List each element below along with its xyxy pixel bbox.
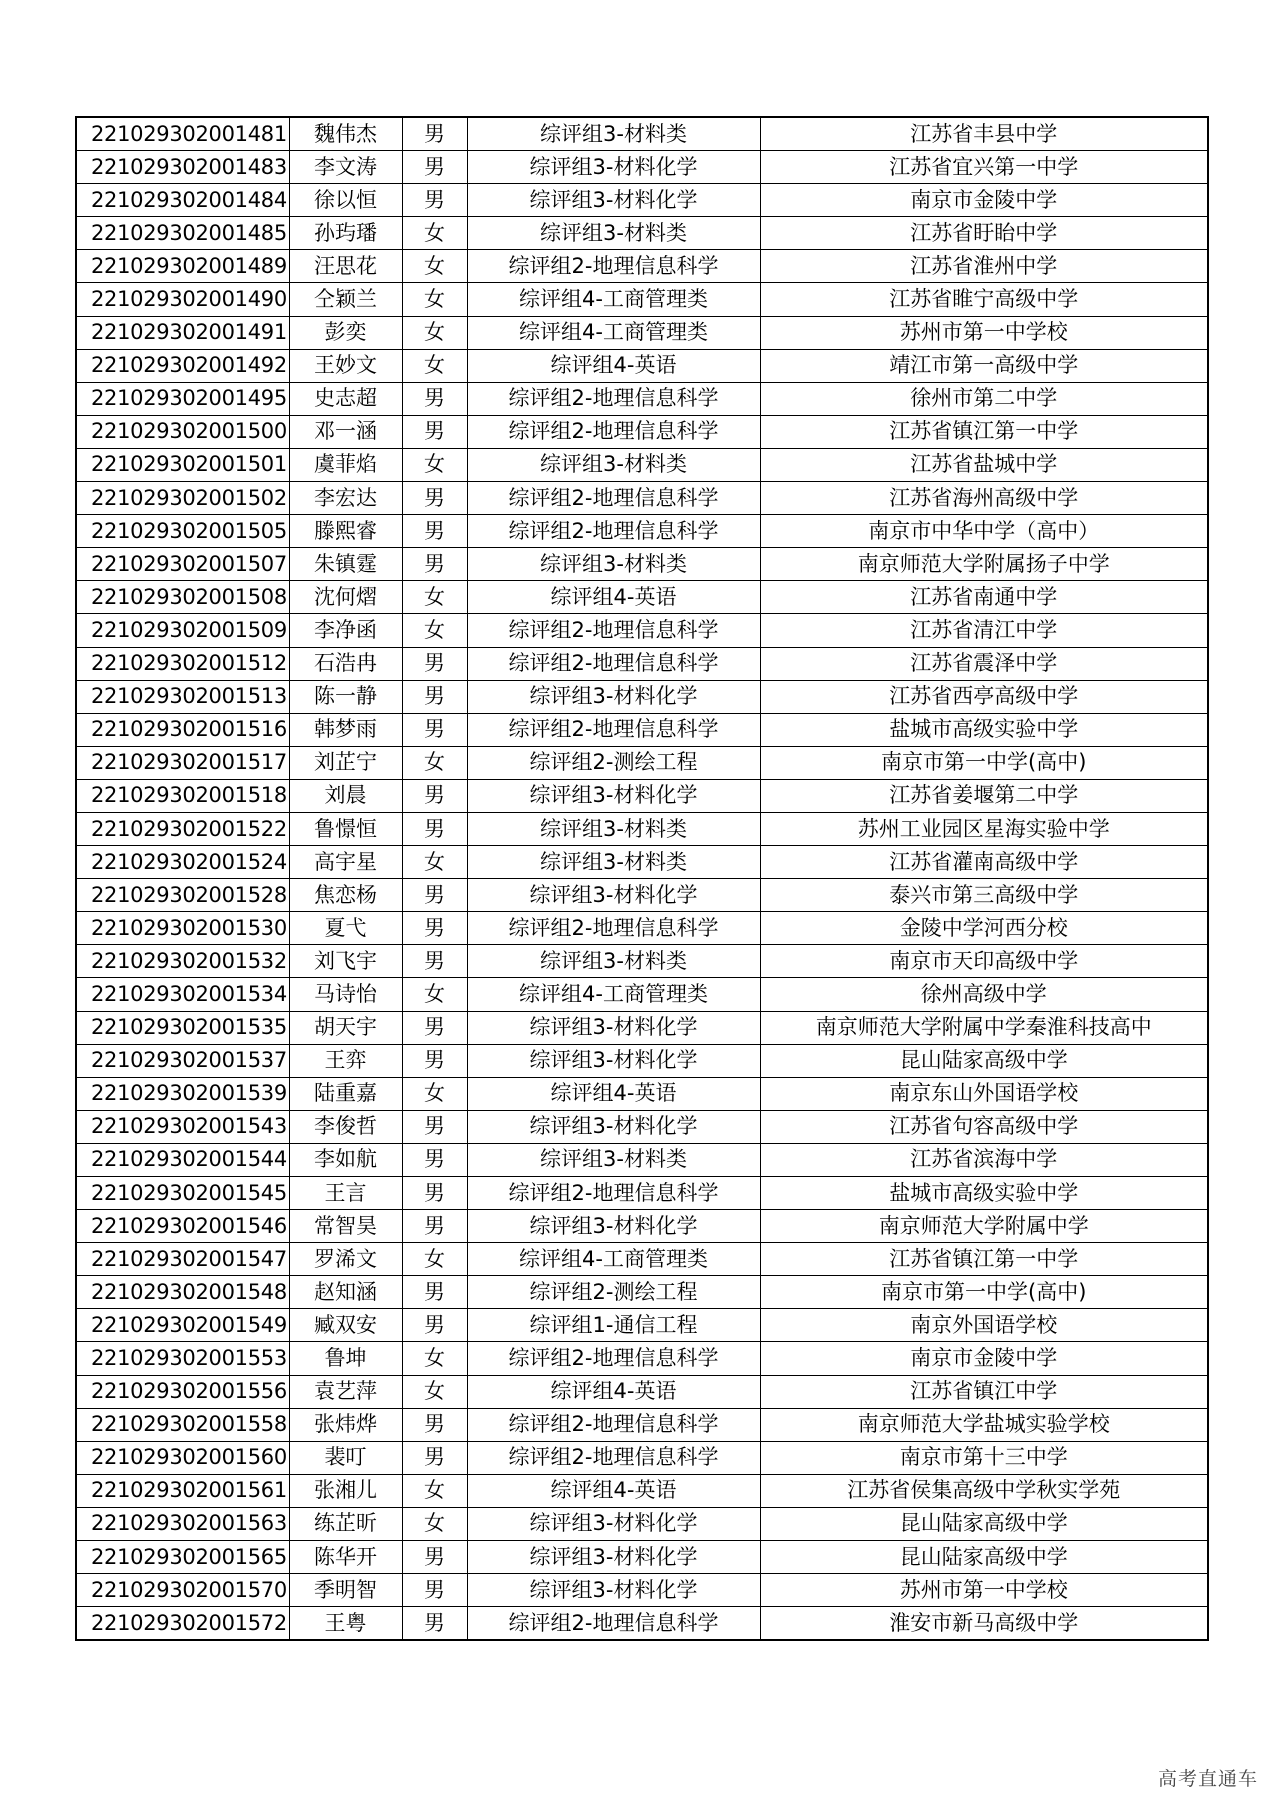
- major-group-cell: 综评组2-地理信息科学: [467, 1441, 760, 1474]
- major-group-cell: 综评组3-材料类: [467, 945, 760, 978]
- school-cell: 金陵中学河西分校: [760, 912, 1208, 945]
- major-group-cell: 综评组3-材料类: [467, 846, 760, 879]
- student-name-cell: 鲁憬恒: [289, 812, 402, 845]
- roster-body: [76, 117, 1208, 1640]
- student-name-cell: 袁艺萍: [289, 1375, 402, 1408]
- table-row: [76, 779, 1208, 812]
- school-cell: 南京市第一中学(高中): [760, 1276, 1208, 1309]
- student-name-cell: 张湘儿: [289, 1474, 402, 1507]
- table-row: [76, 1474, 1208, 1507]
- table-row: [76, 1607, 1208, 1641]
- exam-number-cell: 221029302001530: [76, 912, 289, 945]
- major-group-cell: 综评组4-工商管理类: [467, 316, 760, 349]
- student-name-cell: 石浩冉: [289, 647, 402, 680]
- major-group-cell: 综评组2-测绘工程: [467, 1276, 760, 1309]
- exam-number-cell: 221029302001517: [76, 746, 289, 779]
- exam-number-cell: 221029302001500: [76, 415, 289, 448]
- major-group-cell: 综评组3-材料化学: [467, 184, 760, 217]
- exam-number-cell: 221029302001532: [76, 945, 289, 978]
- table-row: [76, 1276, 1208, 1309]
- table-row: [76, 1143, 1208, 1176]
- school-cell: 江苏省震泽中学: [760, 647, 1208, 680]
- major-group-cell: 综评组2-地理信息科学: [467, 515, 760, 548]
- major-group-cell: 综评组4-工商管理类: [467, 1243, 760, 1276]
- table-row: [76, 548, 1208, 581]
- school-cell: 南京市金陵中学: [760, 184, 1208, 217]
- exam-number-cell: 221029302001563: [76, 1507, 289, 1540]
- exam-number-cell: 221029302001570: [76, 1574, 289, 1607]
- gender-cell: 男: [402, 117, 467, 151]
- exam-number-cell: 221029302001512: [76, 647, 289, 680]
- student-name-cell: 韩梦雨: [289, 713, 402, 746]
- table-row: [76, 1309, 1208, 1342]
- exam-number-cell: 221029302001545: [76, 1177, 289, 1210]
- table-row: [76, 1077, 1208, 1110]
- gender-cell: 女: [402, 1077, 467, 1110]
- table-row: [76, 1574, 1208, 1607]
- major-group-cell: 综评组2-地理信息科学: [467, 382, 760, 415]
- school-cell: 南京师范大学附属中学秦淮科技高中: [760, 1011, 1208, 1044]
- student-name-cell: 胡天宇: [289, 1011, 402, 1044]
- gender-cell: 男: [402, 1011, 467, 1044]
- school-cell: 南京市金陵中学: [760, 1342, 1208, 1375]
- gender-cell: 女: [402, 614, 467, 647]
- student-name-cell: 焦恋杨: [289, 879, 402, 912]
- school-cell: 江苏省丰县中学: [760, 117, 1208, 151]
- major-group-cell: 综评组3-材料化学: [467, 1541, 760, 1574]
- student-name-cell: 李文涛: [289, 151, 402, 184]
- major-group-cell: 综评组3-材料化学: [467, 151, 760, 184]
- school-cell: 南京外国语学校: [760, 1309, 1208, 1342]
- exam-number-cell: 221029302001481: [76, 117, 289, 151]
- exam-number-cell: 221029302001539: [76, 1077, 289, 1110]
- school-cell: 南京市第十三中学: [760, 1441, 1208, 1474]
- gender-cell: 男: [402, 945, 467, 978]
- exam-number-cell: 221029302001507: [76, 548, 289, 581]
- table-row: [76, 316, 1208, 349]
- school-cell: 江苏省盐城中学: [760, 448, 1208, 481]
- gender-cell: 男: [402, 1441, 467, 1474]
- table-row: [76, 217, 1208, 250]
- gender-cell: 女: [402, 283, 467, 316]
- school-cell: 徐州市第二中学: [760, 382, 1208, 415]
- gender-cell: 女: [402, 581, 467, 614]
- table-row: [76, 1507, 1208, 1540]
- gender-cell: 男: [402, 1210, 467, 1243]
- student-name-cell: 虞菲焰: [289, 448, 402, 481]
- exam-number-cell: 221029302001508: [76, 581, 289, 614]
- school-cell: 苏州市第一中学校: [760, 1574, 1208, 1607]
- exam-number-cell: 221029302001492: [76, 349, 289, 382]
- school-cell: 盐城市高级实验中学: [760, 1177, 1208, 1210]
- exam-number-cell: 221029302001522: [76, 812, 289, 845]
- exam-number-cell: 221029302001558: [76, 1408, 289, 1441]
- gender-cell: 女: [402, 846, 467, 879]
- gender-cell: 男: [402, 647, 467, 680]
- gender-cell: 女: [402, 978, 467, 1011]
- table-row: [76, 912, 1208, 945]
- exam-number-cell: 221029302001502: [76, 482, 289, 515]
- major-group-cell: 综评组2-测绘工程: [467, 746, 760, 779]
- school-cell: 江苏省睢宁高级中学: [760, 283, 1208, 316]
- table-row: [76, 250, 1208, 283]
- student-name-cell: 臧双安: [289, 1309, 402, 1342]
- table-row: [76, 945, 1208, 978]
- table-row: [76, 1541, 1208, 1574]
- exam-number-cell: 221029302001483: [76, 151, 289, 184]
- major-group-cell: 综评组2-地理信息科学: [467, 482, 760, 515]
- table-row: [76, 746, 1208, 779]
- student-name-cell: 王妙文: [289, 349, 402, 382]
- school-cell: 南京师范大学附属中学: [760, 1210, 1208, 1243]
- student-name-cell: 魏伟杰: [289, 117, 402, 151]
- major-group-cell: 综评组4-英语: [467, 349, 760, 382]
- school-cell: 昆山陆家高级中学: [760, 1507, 1208, 1540]
- student-name-cell: 孙玙璠: [289, 217, 402, 250]
- table-row: [76, 1044, 1208, 1077]
- school-cell: 泰兴市第三高级中学: [760, 879, 1208, 912]
- school-cell: 江苏省镇江第一中学: [760, 415, 1208, 448]
- school-cell: 江苏省海州高级中学: [760, 482, 1208, 515]
- table-row: [76, 713, 1208, 746]
- exam-number-cell: 221029302001509: [76, 614, 289, 647]
- table-row: [76, 448, 1208, 481]
- exam-number-cell: 221029302001561: [76, 1474, 289, 1507]
- gender-cell: 男: [402, 1574, 467, 1607]
- student-name-cell: 朱镇霆: [289, 548, 402, 581]
- school-cell: 江苏省滨海中学: [760, 1143, 1208, 1176]
- school-cell: 南京市第一中学(高中): [760, 746, 1208, 779]
- exam-number-cell: 221029302001556: [76, 1375, 289, 1408]
- gender-cell: 女: [402, 1507, 467, 1540]
- major-group-cell: 综评组3-材料类: [467, 448, 760, 481]
- school-cell: 盐城市高级实验中学: [760, 713, 1208, 746]
- student-name-cell: 裴叮: [289, 1441, 402, 1474]
- table-row: [76, 415, 1208, 448]
- gender-cell: 女: [402, 1474, 467, 1507]
- table-row: [76, 978, 1208, 1011]
- gender-cell: 男: [402, 1044, 467, 1077]
- student-name-cell: 王言: [289, 1177, 402, 1210]
- major-group-cell: 综评组2-地理信息科学: [467, 250, 760, 283]
- major-group-cell: 综评组3-材料化学: [467, 680, 760, 713]
- exam-number-cell: 221029302001572: [76, 1607, 289, 1641]
- gender-cell: 男: [402, 779, 467, 812]
- table-row: [76, 283, 1208, 316]
- major-group-cell: 综评组3-材料化学: [467, 1574, 760, 1607]
- major-group-cell: 综评组3-材料类: [467, 1143, 760, 1176]
- student-name-cell: 邓一涵: [289, 415, 402, 448]
- table-row: [76, 879, 1208, 912]
- gender-cell: 男: [402, 1607, 467, 1641]
- student-name-cell: 史志超: [289, 382, 402, 415]
- student-name-cell: 张炜烨: [289, 1408, 402, 1441]
- student-name-cell: 陈华开: [289, 1541, 402, 1574]
- gender-cell: 女: [402, 316, 467, 349]
- major-group-cell: 综评组3-材料化学: [467, 779, 760, 812]
- major-group-cell: 综评组4-英语: [467, 1375, 760, 1408]
- student-name-cell: 赵知涵: [289, 1276, 402, 1309]
- table-row: [76, 117, 1208, 151]
- student-name-cell: 刘晨: [289, 779, 402, 812]
- major-group-cell: 综评组2-地理信息科学: [467, 1342, 760, 1375]
- exam-number-cell: 221029302001548: [76, 1276, 289, 1309]
- exam-number-cell: 221029302001501: [76, 448, 289, 481]
- student-name-cell: 夏弋: [289, 912, 402, 945]
- table-row: [76, 812, 1208, 845]
- table-row: [76, 614, 1208, 647]
- major-group-cell: 综评组2-地理信息科学: [467, 647, 760, 680]
- exam-number-cell: 221029302001491: [76, 316, 289, 349]
- gender-cell: 男: [402, 1408, 467, 1441]
- major-group-cell: 综评组2-地理信息科学: [467, 713, 760, 746]
- gender-cell: 男: [402, 1177, 467, 1210]
- school-cell: 苏州市第一中学校: [760, 316, 1208, 349]
- exam-number-cell: 221029302001484: [76, 184, 289, 217]
- exam-number-cell: 221029302001549: [76, 1309, 289, 1342]
- exam-number-cell: 221029302001560: [76, 1441, 289, 1474]
- major-group-cell: 综评组2-地理信息科学: [467, 912, 760, 945]
- gender-cell: 女: [402, 250, 467, 283]
- major-group-cell: 综评组2-地理信息科学: [467, 415, 760, 448]
- gender-cell: 男: [402, 184, 467, 217]
- major-group-cell: 综评组2-地理信息科学: [467, 614, 760, 647]
- major-group-cell: 综评组3-材料化学: [467, 1210, 760, 1243]
- source-watermark: 高考直通车: [1157, 1768, 1258, 1790]
- student-name-cell: 陆重嘉: [289, 1077, 402, 1110]
- school-cell: 南京师范大学盐城实验学校: [760, 1408, 1208, 1441]
- school-cell: 南京市天印高级中学: [760, 945, 1208, 978]
- gender-cell: 男: [402, 151, 467, 184]
- school-cell: 江苏省南通中学: [760, 581, 1208, 614]
- student-name-cell: 马诗怡: [289, 978, 402, 1011]
- gender-cell: 男: [402, 1541, 467, 1574]
- major-group-cell: 综评组3-材料类: [467, 812, 760, 845]
- school-cell: 江苏省镇江中学: [760, 1375, 1208, 1408]
- student-name-cell: 沈何熠: [289, 581, 402, 614]
- gender-cell: 男: [402, 1309, 467, 1342]
- major-group-cell: 综评组1-通信工程: [467, 1309, 760, 1342]
- student-name-cell: 王弈: [289, 1044, 402, 1077]
- table-row: [76, 581, 1208, 614]
- school-cell: 江苏省淮州中学: [760, 250, 1208, 283]
- table-row: [76, 151, 1208, 184]
- exam-number-cell: 221029302001535: [76, 1011, 289, 1044]
- table-row: [76, 1342, 1208, 1375]
- table-row: [76, 647, 1208, 680]
- school-cell: 徐州高级中学: [760, 978, 1208, 1011]
- student-name-cell: 李俊哲: [289, 1110, 402, 1143]
- school-cell: 淮安市新马高级中学: [760, 1607, 1208, 1641]
- gender-cell: 女: [402, 1342, 467, 1375]
- table-row: [76, 515, 1208, 548]
- table-row: [76, 1441, 1208, 1474]
- student-name-cell: 刘飞宇: [289, 945, 402, 978]
- major-group-cell: 综评组2-地理信息科学: [467, 1408, 760, 1441]
- major-group-cell: 综评组2-地理信息科学: [467, 1177, 760, 1210]
- student-name-cell: 李如航: [289, 1143, 402, 1176]
- gender-cell: 男: [402, 912, 467, 945]
- school-cell: 江苏省句容高级中学: [760, 1110, 1208, 1143]
- student-name-cell: 滕熙睿: [289, 515, 402, 548]
- student-name-cell: 徐以恒: [289, 184, 402, 217]
- gender-cell: 女: [402, 1243, 467, 1276]
- table-row: [76, 1177, 1208, 1210]
- gender-cell: 男: [402, 1143, 467, 1176]
- exam-number-cell: 221029302001490: [76, 283, 289, 316]
- gender-cell: 女: [402, 1375, 467, 1408]
- exam-number-cell: 221029302001518: [76, 779, 289, 812]
- student-name-cell: 汪思花: [289, 250, 402, 283]
- school-cell: 昆山陆家高级中学: [760, 1044, 1208, 1077]
- exam-number-cell: 221029302001537: [76, 1044, 289, 1077]
- gender-cell: 女: [402, 217, 467, 250]
- gender-cell: 女: [402, 746, 467, 779]
- student-name-cell: 练芷昕: [289, 1507, 402, 1540]
- table-row: [76, 1375, 1208, 1408]
- school-cell: 江苏省姜堰第二中学: [760, 779, 1208, 812]
- exam-number-cell: 221029302001534: [76, 978, 289, 1011]
- exam-number-cell: 221029302001513: [76, 680, 289, 713]
- student-name-cell: 常智昊: [289, 1210, 402, 1243]
- table-row: [76, 846, 1208, 879]
- gender-cell: 男: [402, 680, 467, 713]
- gender-cell: 女: [402, 448, 467, 481]
- student-name-cell: 高宇星: [289, 846, 402, 879]
- exam-number-cell: 221029302001565: [76, 1541, 289, 1574]
- student-name-cell: 刘芷宁: [289, 746, 402, 779]
- exam-number-cell: 221029302001505: [76, 515, 289, 548]
- school-cell: 江苏省盱眙中学: [760, 217, 1208, 250]
- school-cell: 苏州工业园区星海实验中学: [760, 812, 1208, 845]
- exam-number-cell: 221029302001547: [76, 1243, 289, 1276]
- admission-roster-table: [75, 116, 1209, 1641]
- exam-number-cell: 221029302001524: [76, 846, 289, 879]
- student-name-cell: 李宏达: [289, 482, 402, 515]
- major-group-cell: 综评组4-英语: [467, 581, 760, 614]
- school-cell: 江苏省镇江第一中学: [760, 1243, 1208, 1276]
- gender-cell: 男: [402, 515, 467, 548]
- student-name-cell: 仝颖兰: [289, 283, 402, 316]
- gender-cell: 男: [402, 713, 467, 746]
- school-cell: 南京市中华中学（高中）: [760, 515, 1208, 548]
- student-name-cell: 王粤: [289, 1607, 402, 1641]
- gender-cell: 男: [402, 812, 467, 845]
- gender-cell: 女: [402, 349, 467, 382]
- school-cell: 江苏省灌南高级中学: [760, 846, 1208, 879]
- table-row: [76, 1243, 1208, 1276]
- school-cell: 江苏省宜兴第一中学: [760, 151, 1208, 184]
- table-row: [76, 482, 1208, 515]
- school-cell: 江苏省侯集高级中学秋实学苑: [760, 1474, 1208, 1507]
- school-cell: 江苏省清江中学: [760, 614, 1208, 647]
- exam-number-cell: 221029302001516: [76, 713, 289, 746]
- exam-number-cell: 221029302001495: [76, 382, 289, 415]
- school-cell: 昆山陆家高级中学: [760, 1541, 1208, 1574]
- table-row: [76, 382, 1208, 415]
- exam-number-cell: 221029302001553: [76, 1342, 289, 1375]
- school-cell: 南京东山外国语学校: [760, 1077, 1208, 1110]
- exam-number-cell: 221029302001544: [76, 1143, 289, 1176]
- table-row: [76, 1011, 1208, 1044]
- table-row: [76, 680, 1208, 713]
- table-row: [76, 1408, 1208, 1441]
- major-group-cell: 综评组3-材料化学: [467, 879, 760, 912]
- exam-number-cell: 221029302001543: [76, 1110, 289, 1143]
- exam-number-cell: 221029302001546: [76, 1210, 289, 1243]
- major-group-cell: 综评组3-材料类: [467, 548, 760, 581]
- gender-cell: 男: [402, 548, 467, 581]
- major-group-cell: 综评组4-英语: [467, 1474, 760, 1507]
- exam-number-cell: 221029302001528: [76, 879, 289, 912]
- gender-cell: 男: [402, 1110, 467, 1143]
- school-cell: 靖江市第一高级中学: [760, 349, 1208, 382]
- exam-number-cell: 221029302001485: [76, 217, 289, 250]
- student-name-cell: 鲁坤: [289, 1342, 402, 1375]
- gender-cell: 男: [402, 1276, 467, 1309]
- major-group-cell: 综评组3-材料类: [467, 117, 760, 151]
- major-group-cell: 综评组3-材料化学: [467, 1044, 760, 1077]
- gender-cell: 男: [402, 415, 467, 448]
- gender-cell: 男: [402, 879, 467, 912]
- student-name-cell: 罗浠文: [289, 1243, 402, 1276]
- major-group-cell: 综评组2-地理信息科学: [467, 1607, 760, 1641]
- table-row: [76, 349, 1208, 382]
- student-name-cell: 李净函: [289, 614, 402, 647]
- table-row: [76, 1210, 1208, 1243]
- table-row: [76, 184, 1208, 217]
- student-name-cell: 彭奕: [289, 316, 402, 349]
- school-cell: 江苏省西亭高级中学: [760, 680, 1208, 713]
- gender-cell: 男: [402, 482, 467, 515]
- gender-cell: 男: [402, 382, 467, 415]
- school-cell: 南京师范大学附属扬子中学: [760, 548, 1208, 581]
- major-group-cell: 综评组3-材料化学: [467, 1110, 760, 1143]
- major-group-cell: 综评组3-材料化学: [467, 1011, 760, 1044]
- major-group-cell: 综评组4-工商管理类: [467, 978, 760, 1011]
- table-row: [76, 1110, 1208, 1143]
- major-group-cell: 综评组3-材料化学: [467, 1507, 760, 1540]
- major-group-cell: 综评组4-工商管理类: [467, 283, 760, 316]
- student-name-cell: 季明智: [289, 1574, 402, 1607]
- major-group-cell: 综评组3-材料类: [467, 217, 760, 250]
- student-name-cell: 陈一静: [289, 680, 402, 713]
- major-group-cell: 综评组4-英语: [467, 1077, 760, 1110]
- exam-number-cell: 221029302001489: [76, 250, 289, 283]
